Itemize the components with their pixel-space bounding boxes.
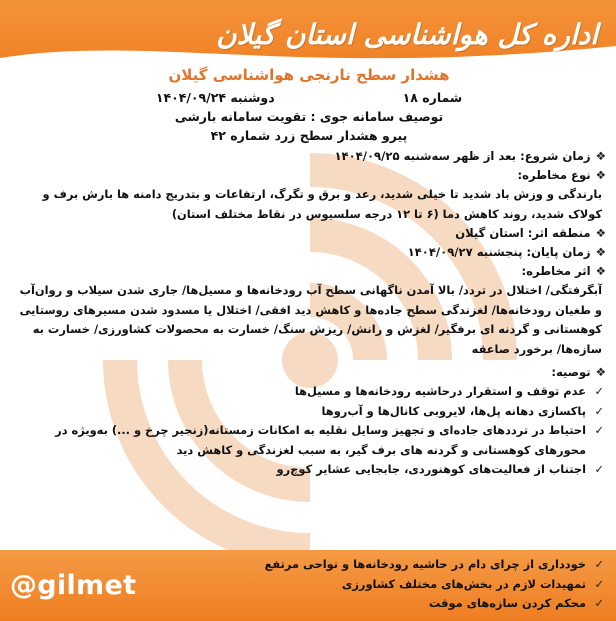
field-impact <box>12 262 606 281</box>
warning-content <box>12 66 606 480</box>
list-item: ✓ اجتناب از فعالیت‌های کوهنوردی، جابجایی عشایر کوچ‌رو <box>12 460 606 480</box>
check-icon: ✓ <box>594 403 604 418</box>
follow-up-note: پیرو هشدار سطح زرد شماره ۴۲ <box>210 128 408 143</box>
list-item: ✓ عدم توقف و استقرار درحاشیه رودخانه‌ها و مسیل‌ها <box>12 382 606 402</box>
field-hazard-type <box>12 166 606 185</box>
start-time-text: زمان شروع: بعد از ظهر سه‌شنبه ۱۴۰۴/۰۹/۲۵ <box>334 149 591 163</box>
check-icon: ✓ <box>594 557 604 571</box>
list-item: ✓ خودداری از چرای دام در حاشیه رودخانه‌ها و نواحی مرتفع <box>265 555 606 575</box>
recommendations-list <box>12 382 606 480</box>
list-item: ✓ محکم کردن سازه‌های موقت <box>265 594 606 614</box>
list-item: ✓ تمهیدات لازم در بخش‌های مختلف کشاورزی <box>265 575 606 595</box>
recommendations-list-footer <box>265 555 606 614</box>
warning-date: دوشنبه ۱۴۰۴/۰۹/۲۴ <box>155 90 275 105</box>
list-item: ✓ پاکسازی دهانه پل‌ها، لایروبی کانال‌ها و آب‌روها <box>12 402 606 422</box>
four-diamond-bullet-icon: ❖ <box>595 264 606 278</box>
system-description: توصیف سامانه جوی : تقویت سامانه بارشی <box>174 109 444 124</box>
warning-number: شماره ۱۸ <box>402 90 463 105</box>
footer-banner <box>0 550 616 621</box>
check-icon: ✓ <box>594 576 604 591</box>
org-name: اداره کل هواشناسی استان گیلان <box>216 18 598 51</box>
field-area <box>12 224 606 243</box>
four-diamond-bullet-icon: ❖ <box>595 149 606 163</box>
four-diamond-bullet-icon: ❖ <box>595 226 606 240</box>
hazard-body: بارندگی و وزش باد شدید تا خیلی شدید، رعد و برق و تگرگ، ارتفاعات و بتدریج دامنه ها بارش برف و کولاک شدید، روند کاهش دما (۶ تا ۱۲ درجه سلسیوس در نقاط مختلف استان) <box>42 187 602 221</box>
list-item: ✓ احتیاط در ترددهای جاده‌ای و تجهیز وسایل نقلیه به امکانات زمستانه(زنجیر چرخ و ...) به‌ویژه در محورهای کوهستانی و گردنه های برف گیر، به سبب لغزندگی و کاهش دید <box>55 423 604 457</box>
check-icon: ✓ <box>594 423 604 437</box>
impact-label: اثر مخاطره: <box>521 264 591 278</box>
warning-title: هشدار سطح نارنجی هواشناسی گیلان <box>168 66 450 84</box>
hazard-label: نوع مخاطره: <box>517 168 591 182</box>
field-start-time <box>12 147 606 166</box>
recommendations-label: توصیه: <box>551 365 591 379</box>
check-icon: ✓ <box>594 462 604 476</box>
end-time-text: زمان پایان: پنجشنبه ۱۴۰۴/۰۹/۲۷ <box>407 245 591 259</box>
check-icon: ✓ <box>594 384 604 398</box>
check-icon: ✓ <box>594 596 604 610</box>
four-diamond-bullet-icon: ❖ <box>595 245 606 259</box>
issue-row <box>12 90 606 105</box>
field-end-time <box>12 243 606 262</box>
area-text: منطقه اثر: استان گیلان <box>455 226 591 240</box>
field-recommendations <box>12 363 606 382</box>
impact-body: آبگرفتگی/ اختلال در تردد/ بالا آمدن ناگهانی سطح آب رودخانه‌ها و مسیل‌ها/ جاری شدن سیلاب و روان‌آب و طغیان رودخانه‌ها/ لغزندگی سطح جاده‌ها و کاهش دید افقی/ اختلال یا مسدود شدن مسیرهای روستایی کوهستانی و گردنه ای برفگیر/ لغزش و رانش/ ریزش سنگ/ خسارت به محصولات کشاورزی/ خسارت به سازه‌ها/ برخورد صاعقه <box>19 283 602 356</box>
social-handle: @gilmet <box>10 570 137 601</box>
four-diamond-bullet-icon: ❖ <box>595 168 606 182</box>
four-diamond-bullet-icon: ❖ <box>595 365 606 379</box>
